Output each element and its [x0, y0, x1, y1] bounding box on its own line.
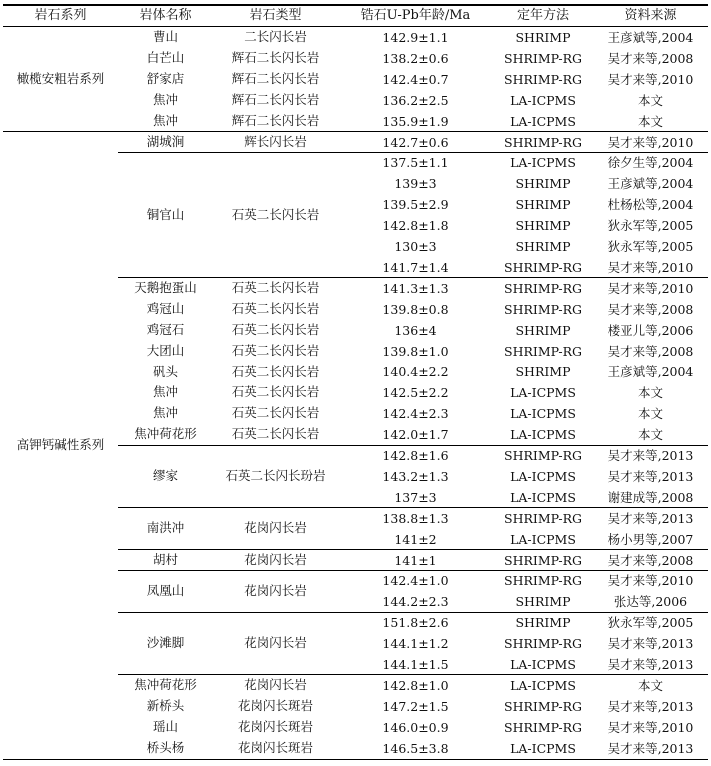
- source-value: 吴才来等,2008: [607, 301, 694, 317]
- method-value: SHRIMP: [515, 594, 571, 610]
- source-value: 吴才来等,2013: [607, 448, 694, 463]
- method-value: LA-ICPMS: [510, 406, 576, 422]
- source-value: 王彦斌等,2004: [607, 364, 694, 380]
- rock-type: 石英二长闪长岩: [231, 426, 320, 442]
- age-value: 142.7±0.6: [382, 134, 449, 150]
- rock-type: 石英二长闪长岩: [231, 405, 320, 421]
- age-value: 139.5±2.9: [382, 197, 449, 213]
- rock-body-name: 凤凰山: [146, 583, 185, 599]
- source-value: 吴才来等,2013: [607, 657, 694, 672]
- source-value: 吴才来等,2010: [607, 259, 694, 275]
- method-value: SHRIMP-RG: [504, 301, 582, 317]
- rock-body-name: 白芒山: [146, 50, 185, 66]
- rock-body-name: 焦冲: [152, 384, 178, 400]
- rock-type: 花岗闪长岩: [244, 635, 307, 651]
- rock-body-name: 天鹅抱蛋山: [134, 279, 197, 295]
- rock-type: 辉石二长闪长岩: [231, 70, 320, 86]
- source-value: 吴才来等,2013: [607, 510, 694, 526]
- source-value: 狄永军等,2005: [607, 615, 694, 631]
- age-value: 142.4±2.3: [382, 406, 449, 422]
- age-value: 142.0±1.7: [382, 427, 449, 443]
- rock-type: 石英二长闪长岩: [231, 342, 320, 358]
- method-value: SHRIMP-RG: [504, 510, 582, 526]
- rock-body-name: 焦冲: [152, 112, 178, 128]
- method-value: SHRIMP-RG: [504, 698, 582, 714]
- rock-body-name: 胡村: [152, 551, 178, 567]
- rock-type: 石英二长闪长岩: [231, 384, 320, 400]
- rock-body-name: 瑶山: [152, 718, 178, 734]
- method-value: SHRIMP: [515, 322, 571, 338]
- header-age: 锆石U-Pb年龄/Ma: [360, 8, 471, 23]
- rock-type: 二长闪长岩: [244, 29, 307, 45]
- age-value: 142.9±1.1: [382, 30, 449, 45]
- rock-type: 石英二长闪长岩: [231, 321, 320, 337]
- method-value: LA-ICPMS: [510, 740, 576, 756]
- rock-body-name: 南洪冲: [146, 520, 185, 536]
- rock-type: 石英二长闪长岩: [231, 300, 320, 316]
- method-value: SHRIMP: [515, 239, 571, 254]
- method-value: SHRIMP: [515, 364, 571, 380]
- method-value: LA-ICPMS: [510, 427, 576, 443]
- age-value: 138.2±0.6: [382, 50, 449, 66]
- source-value: 杨小男等,2007: [607, 531, 694, 547]
- age-value: 142.4±0.7: [382, 71, 449, 87]
- rock-body-name: 新桥头: [146, 697, 185, 713]
- method-value: SHRIMP-RG: [504, 343, 582, 359]
- rock-series-name: 高钾钙碱性系列: [16, 436, 105, 452]
- source-value: 吴才来等,2008: [607, 343, 694, 359]
- source-value: 本文: [637, 385, 663, 401]
- source-value: 王彦斌等,2004: [607, 176, 694, 192]
- method-value: SHRIMP: [515, 218, 571, 234]
- source-value: 本文: [637, 92, 663, 108]
- source-value: 本文: [637, 677, 663, 693]
- source-value: 吴才来等,2010: [607, 71, 694, 87]
- rock-type: 花岗闪长岩: [244, 551, 307, 567]
- method-value: SHRIMP-RG: [504, 50, 582, 66]
- source-value: 楼亚儿等,2006: [607, 322, 694, 338]
- age-value: 144.1±1.2: [382, 636, 449, 652]
- method-value: SHRIMP-RG: [504, 259, 582, 275]
- age-value: 142.4±1.0: [382, 573, 449, 589]
- age-value: 141.7±1.4: [382, 259, 449, 275]
- age-value: 142.5±2.2: [382, 385, 449, 401]
- age-value: 130±3: [394, 239, 437, 254]
- method-value: SHRIMP-RG: [504, 134, 582, 150]
- rock-body-name: 焦冲荷花形: [134, 426, 197, 442]
- age-value: 141.3±1.3: [382, 280, 449, 296]
- source-value: 杜杨松等,2004: [607, 197, 694, 213]
- age-value: 142.8±1.6: [382, 448, 449, 463]
- method-value: SHRIMP-RG: [504, 636, 582, 652]
- rock-body-name: 鸡冠山: [146, 300, 185, 316]
- rock-body-name: 矾头: [152, 363, 178, 379]
- rock-body-name: 缪家: [152, 468, 178, 484]
- rock-type: 花岗闪长斑岩: [237, 718, 313, 734]
- method-value: LA-ICPMS: [510, 657, 576, 672]
- rock-body-name: 桥头杨: [146, 739, 185, 755]
- rock-series-name: 橄榄安粗岩系列: [16, 71, 105, 86]
- method-value: SHRIMP-RG: [504, 719, 582, 735]
- rock-body-name: 曹山: [152, 29, 178, 45]
- method-value: SHRIMP-RG: [504, 448, 582, 463]
- rock-body-name: 大团山: [146, 342, 185, 358]
- method-value: SHRIMP: [515, 197, 571, 213]
- rock-type: 花岗闪长岩: [244, 520, 307, 536]
- rock-body-name: 铜官山: [146, 206, 185, 222]
- age-value: 146.0±0.9: [382, 719, 449, 735]
- rock-type: 辉石二长闪长岩: [231, 112, 320, 128]
- method-value: LA-ICPMS: [510, 489, 576, 505]
- age-value: 144.1±1.5: [382, 657, 449, 672]
- rock-body-name: 焦冲: [152, 91, 178, 107]
- age-value: 151.8±2.6: [382, 615, 449, 631]
- source-value: 吴才来等,2010: [607, 134, 694, 150]
- header-source: 资料来源: [624, 8, 677, 23]
- rock-type: 花岗闪长斑岩: [237, 739, 313, 755]
- rock-type: 石英二长闪长玢岩: [225, 468, 326, 484]
- rock-type: 花岗闪长岩: [244, 583, 307, 599]
- rock-type: 辉长闪长岩: [244, 133, 307, 149]
- source-value: 吴才来等,2010: [607, 280, 694, 296]
- age-value: 138.8±1.3: [382, 510, 449, 526]
- age-value: 139.8±0.8: [382, 301, 449, 317]
- header-method: 定年方法: [516, 8, 569, 23]
- age-value: 139.8±1.0: [382, 343, 449, 359]
- source-value: 狄永军等,2005: [607, 239, 694, 254]
- age-value: 137.5±1.1: [382, 155, 449, 171]
- source-value: 吴才来等,2013: [607, 636, 694, 652]
- source-value: 本文: [637, 427, 663, 443]
- method-value: LA-ICPMS: [510, 155, 576, 171]
- rock-body-name: 焦冲: [152, 405, 178, 421]
- age-value: 136.2±2.5: [382, 92, 449, 108]
- age-value: 137±3: [394, 489, 437, 505]
- rock-body-name: 舒家店: [146, 70, 185, 86]
- rock-type: 石英二长闪长岩: [231, 363, 320, 379]
- table-bottom-rule: [3, 759, 708, 761]
- header-rock-type: 岩石类型: [249, 8, 302, 23]
- age-value: 147.2±1.5: [382, 698, 449, 714]
- source-value: 王彦斌等,2004: [607, 30, 694, 45]
- method-value: SHRIMP-RG: [504, 552, 582, 568]
- source-value: 本文: [637, 406, 663, 422]
- source-value: 徐夕生等,2004: [607, 155, 694, 171]
- method-value: SHRIMP-RG: [504, 280, 582, 296]
- source-value: 吴才来等,2013: [607, 468, 694, 484]
- source-value: 吴才来等,2008: [607, 50, 694, 66]
- rock-body-name: 湖城涧: [146, 133, 185, 149]
- source-value: 吴才来等,2013: [607, 698, 694, 714]
- age-value: 146.5±3.8: [382, 740, 449, 756]
- method-value: SHRIMP: [515, 30, 571, 45]
- method-value: LA-ICPMS: [510, 531, 576, 547]
- age-value: 142.8±1.8: [382, 218, 449, 234]
- age-value: 141±1: [394, 552, 437, 568]
- method-value: LA-ICPMS: [510, 385, 576, 401]
- age-value: 143.2±1.3: [382, 468, 449, 484]
- source-value: 张达等,2006: [613, 594, 688, 610]
- source-value: 谢建成等,2008: [607, 489, 694, 505]
- method-value: SHRIMP: [515, 615, 571, 631]
- method-value: LA-ICPMS: [510, 468, 576, 484]
- rock-body-name: 焦冲荷花形: [134, 677, 197, 693]
- age-value: 142.8±1.0: [382, 677, 449, 693]
- source-value: 吴才来等,2008: [607, 552, 694, 568]
- source-value: 本文: [637, 113, 663, 129]
- rock-type: 辉石二长闪长岩: [231, 91, 320, 107]
- age-value: 141±2: [394, 531, 437, 547]
- source-value: 吴才来等,2010: [607, 719, 694, 735]
- header-series: 岩石系列: [34, 8, 87, 23]
- rock-type: 石英二长闪长岩: [231, 279, 320, 295]
- method-value: SHRIMP: [515, 176, 571, 192]
- age-value: 140.4±2.2: [382, 364, 449, 380]
- age-value: 144.2±2.3: [382, 594, 449, 610]
- source-value: 吴才来等,2013: [607, 740, 694, 756]
- age-value: 135.9±1.9: [382, 113, 449, 129]
- rock-type: 花岗闪长岩: [244, 677, 307, 693]
- source-value: 吴才来等,2010: [607, 573, 694, 589]
- method-value: LA-ICPMS: [510, 92, 576, 108]
- age-value: 139±3: [394, 176, 437, 192]
- rock-body-name: 鸡冠石: [146, 321, 185, 337]
- method-value: LA-ICPMS: [510, 677, 576, 693]
- method-value: SHRIMP-RG: [504, 573, 582, 589]
- header-body: 岩体名称: [139, 8, 192, 23]
- rock-type: 石英二长闪长岩: [231, 206, 320, 222]
- method-value: LA-ICPMS: [510, 113, 576, 129]
- method-value: SHRIMP-RG: [504, 71, 582, 87]
- rock-body-name: 沙滩脚: [146, 635, 185, 651]
- source-value: 狄永军等,2005: [607, 218, 694, 234]
- rock-type: 辉石二长闪长岩: [231, 50, 320, 66]
- rock-type: 花岗闪长斑岩: [237, 697, 313, 713]
- age-value: 136±4: [394, 322, 437, 338]
